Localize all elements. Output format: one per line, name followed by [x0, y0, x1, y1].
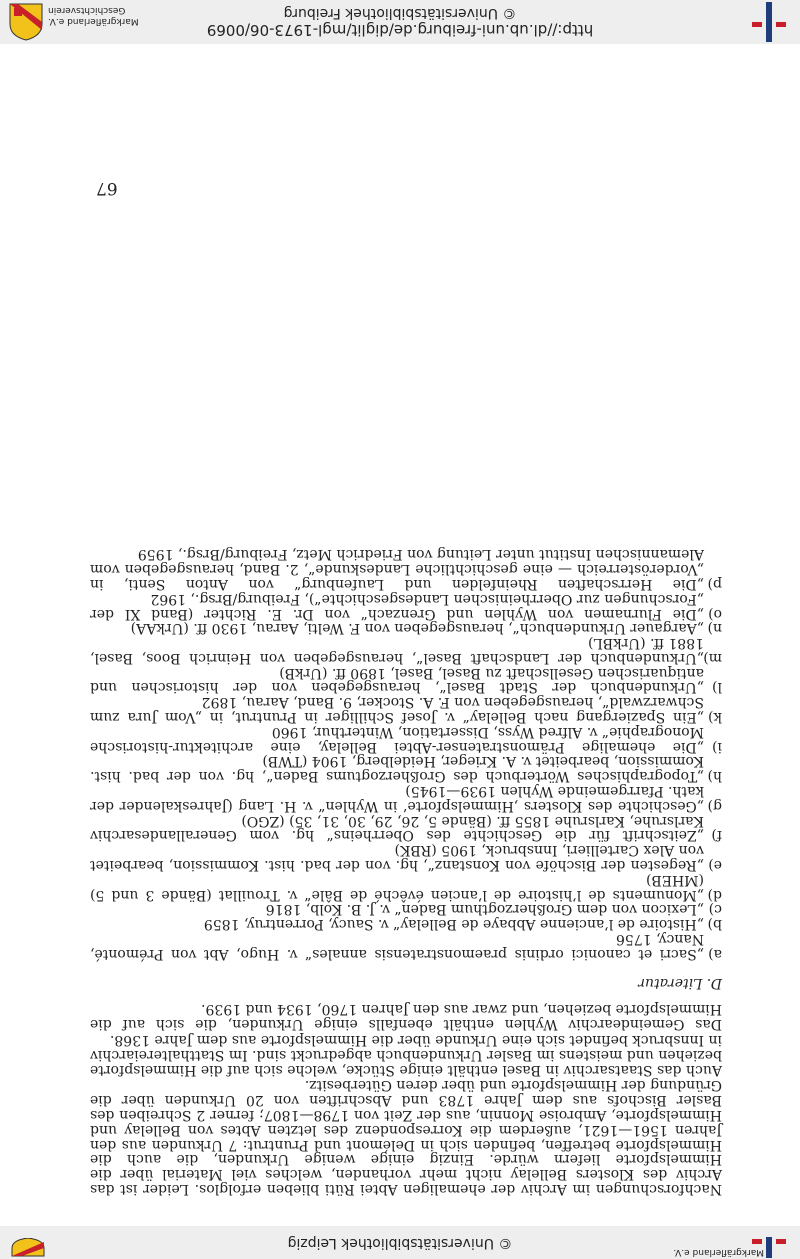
list-item: m) „Urkundenbuch der Landschaft Basel“, herausgegeben von Heinrich Boos, Basel, 1881 ff. (UrkBL) — [90, 635, 722, 666]
list-item: p) „Die Herrschaften Rheinfelden und Laufenburg“ von Anton Senti, in „Vorderösterreich — eine geschichtliche Landeskunde“, 2. Band, herausgegeben vom Alemannischen Institut unter Leitung von Friedrich Metz, Freiburg/Brsg., 1959 — [90, 546, 722, 592]
footer-society-name: Markgräflerland e.V. — [673, 1247, 764, 1257]
list-item: d) „Monuments de l’histoire de l’ancien évêché de Bâle“ v. Trouillat (Bände 3 und 5) (MHEB) — [90, 871, 722, 903]
source-url[interactable]: http://dl.ub.uni-freiburg.de/diglit/mgl-1973-06/0069 — [206, 21, 594, 40]
list-item: c) „Lexicon von dem Großherzogthum Baden“ v. J. B. Kolb, 1816 — [265, 901, 722, 918]
footer-logo-icon — [752, 1236, 786, 1258]
society-crest-icon — [8, 2, 44, 42]
footer-crest-icon — [10, 1238, 46, 1258]
paragraph: Nachforschungen im Archiv der ehemaligen Abtei Rüti blieben erfolglos. Leider ist das Archiv des Klosters Bellelay nicht mehr vorhanden, welches viel Material über die Himmelspforte liefern würde. Einzig einige wenige Urkunden, die auch die Himmelspforte betreffen, befinden sich in Delémont und Pruntrut: 7 Urkunden aus den Jahren 1561—1621, außerdem die Korrespondenz des letzten Abtes von Bellelay und Himmelspforte, Ambroise Monnin, aus der Zeit von 1798—1807; ferner 2 Schreiben des Basler Bischofs aus dem Jahre 1783 und Abschriften von 20 Urkunden über die Gründung der Himmelspforte und über deren Güterbesitz. — [90, 1077, 722, 1197]
list-item: a) „Sacri et canonici ordinis praemonstratensis annales“ v. Hugo, Abt von Prémonté, Nancy, 1756 — [90, 931, 722, 962]
list-item: l) „Urkundenbuch der Stadt Basel“, herausgegeben von der historischen und antiquarischen Gesellschaft zu Basel, Basel, 1890 ff. (UrkB) — [90, 664, 722, 696]
paragraph: Auch das Staatsarchiv in Basel enthält einige Stücke, welche sich auf die Himmelspforte beziehen und meistens im Basler Urkundenbuch abgedruckt sind. Im Statthaltereiarchiv in Innsbruck befindet sich eine Urkunde über die Himmelspforte aus dem Jahre 1368. — [90, 1032, 722, 1078]
library-logo-icon — [752, 2, 786, 42]
page-number: 67 — [96, 178, 118, 198]
bottom-banner — [0, 1226, 800, 1259]
library-credit: © Universitätsbibliothek Freiburg — [283, 5, 517, 22]
paragraph: Das Gemeindearchiv Wyhlen enthält ebenfalls einige Urkunden, die sich auf die Himmelspforte beziehen, und zwar aus den Jahren 1760, 1934 und 1939. — [90, 1001, 722, 1033]
list-item: e) „Regesten der Bischöfe von Konstanz“, hg. von der bad. hist. Kommission, bearbeitet von Alex Cartellieri, Innsbruck, 1905 (RBK) — [90, 842, 722, 874]
list-item: f) „Zeitschrift für die Geschichte des Oberrheins“ hg. vom Generallandesarchiv Karlsruhe, Karlsruhe 1855 ff. (Bände 5, 26, 29, 30, 31, 35) (ZGO) — [90, 812, 722, 844]
section-title: D. Literatur — [638, 974, 722, 991]
list-item: b) „Histoire de l’ancienne Abbaye de Bellelay“ v. Saucy, Porrentruy, 1859 — [203, 916, 722, 933]
list-item: i) „Die ehemalige Prämonstratenser-Abtei Bellelay, eine architektur-historische Monographie“ v. Alfred Wyss, Dissertation, Winterthur, 1960 — [90, 723, 722, 755]
list-item: n) „Aargauer Urkundenbuch“, herausgegeben von F. Welti, Aarau, 1930 ff. (UrkAA) — [130, 620, 722, 637]
literature-list — [90, 547, 722, 961]
page-text — [90, 440, 722, 1196]
list-item: g) „Geschichte des Klosters ‚Himmelspforte‘ in Wyhlen“ v. H. Lang (Jahreskalender der kath. Pfarrgemeinde Wyhlen 1939—1945) — [90, 783, 722, 814]
footer-library-credit: © Universitätsbibliothek Leipzig — [287, 1235, 513, 1251]
top-banner — [0, 0, 800, 44]
society-name: Markgräflerland e.V. Geschichtsverein — [48, 5, 139, 26]
list-item: k) „Ein Spaziergang nach Bellelay“ v. Josef Schilliger in Pruntrut, in „Vom Jura zum Schwarzwald“, herausgegeben von F. A. Stocker, 9. Band, Aarau, 1892 — [90, 694, 722, 726]
list-item: h) „Topographisches Wörterbuch des Großherzogtums Baden“, hg. von der bad. hist. Kommission, bearbeitet v. A. Krieger, Heidelberg, 1904 (TWB) — [90, 753, 722, 785]
list-item: o) „Die Flurnamen von Wyhlen und Grenzach“ von Dr. E. Richter (Band XI der „Forschungen zur Oberrheinischen Landesgeschichte“), Freiburg/Brsg., 1962 — [90, 590, 722, 622]
